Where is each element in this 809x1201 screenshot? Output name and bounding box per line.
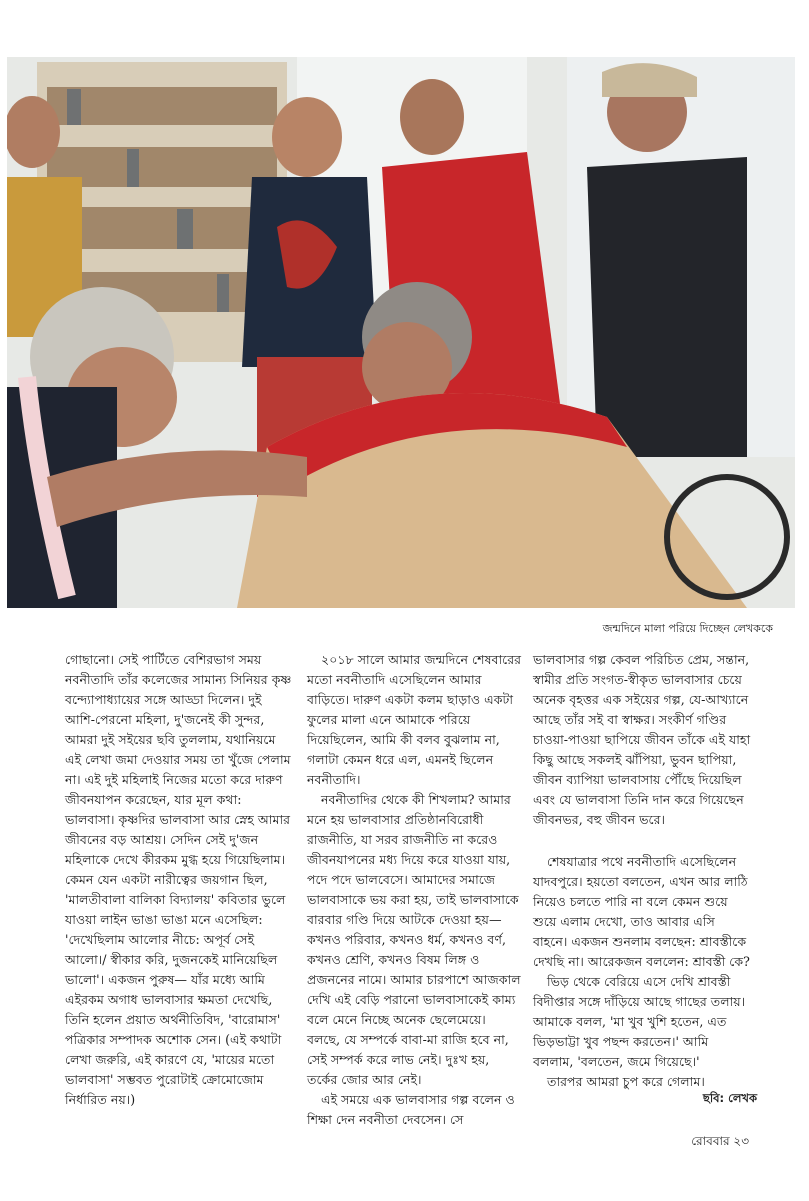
photo-image: [7, 57, 795, 608]
paragraph: এই সময়ে এক ভালবাসার গল্প বলেন ও শিক্ষা দেন নবনীতা দেবসেন। সে: [307, 1092, 515, 1127]
paragraph: ভিড় থেকে বেরিয়ে এসে দেখি শ্রাবস্তী বিদীপ্তার সঙ্গে দাঁড়িয়ে আছে গাছের তলায়। আমাকে বলল, 'মা খুব খুশি হতেন, এত ভিড়ভাট্টা খুব পছন্দ করতেন।' আমি বললাম, 'বলতেন, জমে গিয়েছে।': [533, 974, 746, 1069]
paragraph: নবনীতাদির থেকে কী শিখলাম? আমার মনে হয় ভালবাসার প্রতিষ্ঠানবিরোধী রাজনীতি, যা সরব রাজনীতি না করেও জীবনযাপনের মধ্য দিয়ে করে যাওয়া যায়, পদে পদে ভালবেসে। আমাদের সমাজে ভালবাসাকে ভয় করা হয়, তাই ভালবাসাকে বারবার গণ্ডি দিয়ে আটকে দেওয়া হয়— কখনও পরিবার, কখনও ধর্ম, কখনও বর্ণ, কখনও শ্রেণি, কখনও বিষম লিঙ্গ ও প্রজননের নামে। আমার চারপাশে আজকাল দেখি এই বেড়ি পরানো ভালবাসাকেই কাম্য বলে মেনে নিচ্ছে অনেক ছেলেমেয়ে। বলছে, যে সম্পর্কে বাবা-মা রাজি হবে না, সেই সম্পর্ক করে লাভ নেই। দুঃখ হয়, তর্কের জোর আর নেই।: [307, 792, 521, 1087]
article-column-2: [307, 650, 522, 1130]
photo-credit: ছবি: লেখক: [702, 1091, 757, 1105]
paragraph: গোছানো। সেই পার্টিতে বেশিরভাগ সময় নবনীতাদি তাঁর কলেজের সামান্য সিনিয়র কৃষ্ণ বন্দ্যোপাধ্যায়ের সঙ্গে আড্ডা দিলেন। দুই আশি-পেরনো মহিলা, দু'জনেই কী সুন্দর, আমরা দুই সইয়ের ছবি তুললাম, যথানিয়মে এই লেখা জমা দেওয়ার সময় তা খুঁজে পেলাম না। এই দুই মহিলাই নিজের মতো করে দারুণ জীবনযাপন করেছেন, যার মূল কথা: ভালবাসা। কৃষ্ণদির ভালবাসা আর স্নেহ আমার জীবনের বড় আশ্রয়। সেদিন সেই দু'জন মহিলাকে দেখে কীরকম মুগ্ধ হয়ে গিয়েছিলাম। কেমন যেন একটা নারীত্বের জয়গান ছিল, 'মালতীবালা বালিকা বিদ্যালয়' কবিতার ভুলে যাওয়া লাইন ভাঙা ভাঙা মনে এসেছিল: 'দেখেছিলাম আলোর নীচে: অপূর্ব সেই আলো।/ স্বীকার করি, দুজনকেই মানিয়েছিল ভালো'। একজন পুরুষ— যাঁর মধ্যে আমি এইরকম অগাধ ভালবাসার ক্ষমতা দেখেছি, তিনি হলেন প্রয়াত অর্থনীতিবিদ, 'বারোমাস' পত্রিকার সম্পাদক অশোক সেন। (এই কথাটা লেখা জরুরি, এই কারণে যে, 'মায়ের মতো ভালবাসা' সম্ভবত পুরোটাই ক্রোমোজোম নির্ধারিত নয়।): [65, 652, 292, 1107]
paragraph: ভালবাসার গল্প কেবল পরিচিত প্রেম, সন্তান, স্বামীর প্রতি সংগত-স্বীকৃত ভালবাসার চেয়ে অনেক বৃহত্তর এক সইয়ের গল্প, যে-আখ্যানে আছে তাঁর সই বা স্বাক্ষর। সংকীর্ণ গণ্ডির চাওয়া-পাওয়া ছাপিয়ে জীবন তাঁকে এই যাহা কিছু আছে সকলই ঝাঁপিয়া, ভুবন ছাপিয়া, জীবন ব্যাপিয়া ভালবাসায় পৌঁছে দিয়েছিল এবং যে ভালবাসা তিনি দান করে গিয়েছেন জীবনভর, বহু জীবন ভরে।: [533, 652, 751, 827]
paragraph: তারপর আমরা চুপ করে গেলাম।: [547, 1074, 705, 1089]
article-column-1: [65, 650, 293, 1110]
photo-caption: জন্মদিনে মালা পরিয়ে দিচ্ছেন লেখককে: [602, 622, 773, 635]
paragraph: শেষযাত্রার পথে নবনীতাদি এসেছিলেন যাদবপুরে। হয়তো বলতেন, এখন আর লাঠি নিয়েও চলতে পারি না বলে কেমন শুয়ে শুয়ে এলাম দেখো, তাও আবার এসি বাহনে। একজন শুনলাম বলছেন: শ্রাবস্তীকে দেখছি না। আরেকজন বললেন: শ্রাবস্তী কে?: [533, 854, 750, 969]
paragraph: ২০১৮ সালে আমার জন্মদিনে শেষবারের মতো নবনীতাদি এসেছিলেন আমার বাড়িতে। দারুণ একটা কলম ছাড়াও একটা ফুলের মালা এনে আমাকে পরিয়ে দিয়েছিলেন, আমি কী বলব বুঝলাম না, গলাটা কেমন ধরে এল, এমনই ছিলেন নবনীতাদি।: [307, 652, 522, 787]
article-column-3: [533, 650, 751, 1092]
party-photo: [7, 57, 795, 608]
page-folio: রোববার ২৩: [691, 1134, 749, 1148]
paragraph-gap: [533, 830, 751, 852]
